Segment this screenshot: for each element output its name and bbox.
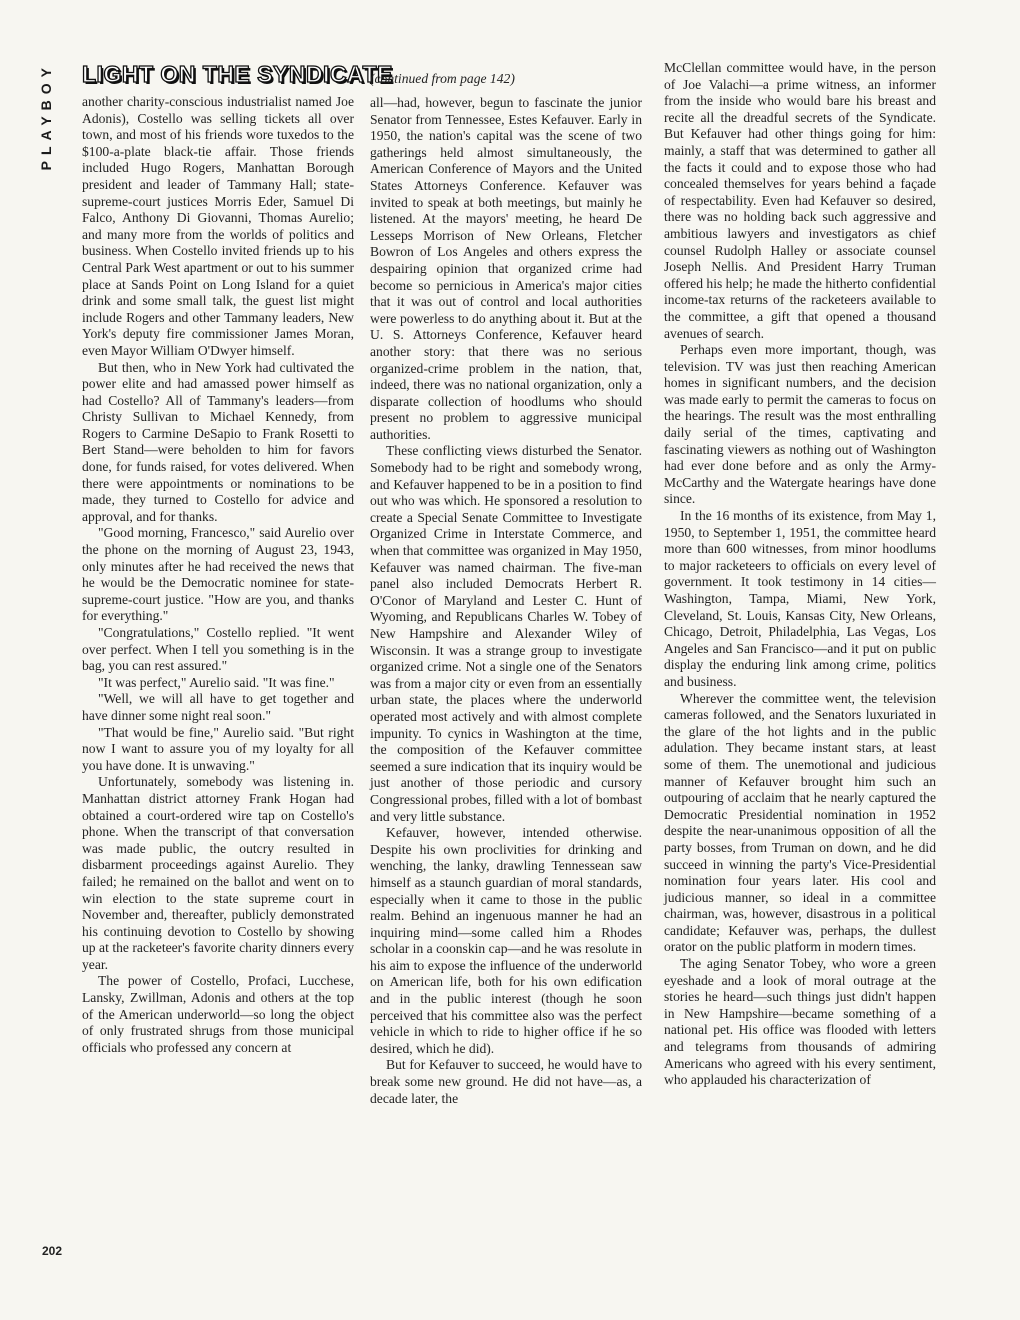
paragraph: These conflicting views disturbed the Senator. Somebody had to be right and somebody wrong, and Kefauver happened to be in a position to find out who was which. He sponsored a resolution to create a Special Senate Committee to Investigate Organized Crime in Interstate Commerce, and when that committee was organized in May 1950, Kefauver was named chairman. The five-man panel also included Democrats Herbert R. O'Conor of Maryland and Lester C. Hunt of Wyoming, and Republicans Charles W. Tobey of New Hampshire and Alexander Wiley of Wisconsin. It was a strange group to investigate organized crime. Not a single one of the Senators was from a major city or even from an essentially urban state, the places where the underworld operated most actively and with almost complete impunity. To cynics in Washington at the time, the composition of the Kefauver committee seemed a sure indication that its inquiry would be just another of those periodic and cursory Congressional probes, filled with a lot of bombast and very little substance.: [370, 443, 642, 824]
column-2-body: [370, 95, 642, 1107]
paragraph: Perhaps even more important, though, was television. TV was just then reaching American homes in significant numbers, and the decision was made early to permit the cameras to focus on the hearings. The result was the most enthralling daily serial of the times, captivating and fascinating viewers as nothing out of Washington had ever done before and as only the Army-McCarthy and the Watergate hearings have done since.: [664, 342, 936, 507]
paragraph: all—had, however, begun to fascinate the junior Senator from Tennessee, Estes Kefauver. Early in 1950, the nation's capital was the scene of two gatherings held almost simultaneously, the American Conference of Mayors and the United States Attorneys Conference. Kefauver was invited to speak at both meetings, but mainly he listened. At the mayors' meeting, he heard De Lesseps Morrison of New Orleans, Fletcher Bowron of Los Angeles and others express the despairing opinion that organized crime had become so pernicious in America's major cities that it was out of control and local authorities were powerless to do anything about it. But at the U. S. Attorneys Conference, Kefauver heard another story: that there was no serious organized-crime problem in the nation, that, indeed, there was no national organization, only a disparate collection of hoodlums who should present no problem to aggressive municipal authorities.: [370, 95, 642, 442]
paragraph: "It was perfect," Aurelio said. "It was fine.": [98, 674, 335, 690]
paragraph: "Congratulations," Costello replied. "It went over perfect. When I tell you something is in the bag, you can rest assured.": [82, 625, 354, 674]
paragraph: But then, who in New York had cultivated the power elite and had amassed power himself as had Costello? All of Tammany's leaders—from Christy Sullivan to Michael Kennedy, from Rogers to Carmine DeSapio to Frank Rosetti to Bert Stand—were beholden to him for favors done, for funds raised, for votes delivered. When there were appointments or nominations to be made, they turned to Costello for advice and approval, and for thanks.: [82, 359, 354, 524]
article-column-3: [664, 60, 936, 1089]
paragraph: McClellan committee would have, in the person of Joe Valachi—a prime witness, an informer from the inside who would bare his breast and recite all the dreadful secrets of the Syndicate. But Kefauver had other things going for him: mainly, a staff that was determined to gather all the facts it could and to expose those who had concealed themselves for years behind a façade of respectability. Even had Kefauver so desired, there was no holding back such aggressive and ambitious lawyers and investigators as chief counsel Rudolph Halley or associate counsel Joseph Nellis. And President Harry Truman offered his help; he made the hitherto confidential income-tax returns of the racketeers available to the committee, a gift that opened a thousand avenues of search.: [664, 60, 936, 341]
article-headline: LIGHT ON THE SYNDICATE: [82, 61, 393, 87]
paragraph: another charity-conscious industrialist named Joe Adonis), Costello was selling tickets all over town, and most of his friends wore tuxedos to the $100-a-plate black-tie affair. Those friends included Hugo Rogers, Manhattan Borough president and leader of Tammany Hall; state-supreme-court justices Morris Eder, Samuel Di Falco, Anthony Di Giovanni, Thomas Aurelio; and many more from the worlds of politics and business. When Costello invited friends up to his Central Park West apartment or out to his summer place at Sands Point on Long Island for a quiet drink and some small talk, the guest list might include Rogers and other Tammany leaders, New York's deputy fire commissioner James Moran, even Mayor William O'Dwyer himself.: [82, 94, 354, 358]
paragraph: The aging Senator Tobey, who wore a green eyeshade and a look of moral outrage at the stories he heard—such things just didn't happen in New Hampshire—became something of a national pet. His office was flooded with letters and telegrams from thousands of admiring Americans who agreed with his every sentiment, who applauded his characterization of: [664, 956, 936, 1088]
magazine-name-vertical: PLAYBOY: [38, 62, 54, 171]
article-column-1: [82, 60, 393, 1056]
paragraph: Kefauver, however, intended otherwise. Despite his own proclivities for drinking and wenching, the lanky, drawling Tennessean saw himself as a staunch guardian of moral standards, especially when it came to those in the public realm. Behind an ingenuous manner he had an inquiring mind—some called him a Rhodes scholar in a coonskin cap—and he was resolute in his aim to expose the influence of the underworld on American life, both for his own edification and in the public interest (though he soon perceived that his committee also was the perfect vehicle in which to ride to higher office if he so desired, which he did).: [370, 825, 642, 1056]
paragraph: "That would be fine," Aurelio said. "But right now I want to assure you of my loyalty for all you have done. It is unwaving.": [82, 724, 354, 773]
column-1-body: [82, 94, 354, 1056]
continued-note: (continued from page 142): [370, 71, 515, 86]
paragraph: Wherever the committee went, the television cameras followed, and the Senators luxuriated in the glare of the hot lights and in the public adulation. They became instant stars, at least some of them. The unemotional and judicious manner of Kefauver brought him such an outpouring of acclaim that he nearly captured the Democratic Presidential nomination in 1952 despite the near-unanimous opposition of all the party bosses, from Truman on down, and he did succeed in winning the party's Vice-Presidential nomination four years later. His cool and judicious manner, so ideal in a committee chairman, was, however, disastrous in a political candidate; Kefauver was, perhaps, the dullest orator on the public platform in modern times.: [664, 690, 936, 955]
paragraph: In the 16 months of its existence, from May 1, 1950, to September 1, 1951, the committee heard more than 600 witnesses, from minor hoodlums to major racketeers to officials on every level of government. It took testimony in 14 cities—Washington, Tampa, Miami, New York, Cleveland, St. Louis, Kansas City, New Orleans, Chicago, Detroit, Philadelphia, Las Vegas, Los Angeles and San Francisco—and it put on public display the enduring link among crime, politics and business.: [664, 508, 936, 689]
article-column-2: [370, 60, 642, 1107]
paragraph: Unfortunately, somebody was listening in. Manhattan district attorney Frank Hogan had obtained a court-ordered wire tap on Costello's phone. When the transcript of that conversation was made public, the outcry resulted in disbarment proceedings against Aurelio. They failed; he remained on the ballot and went on to win election to the state supreme court in November and, thereafter, publicly demonstrated his continuing devotion to Costello by showing up at the racketeer's favorite charity dinners every year.: [82, 774, 354, 972]
paragraph: The power of Costello, Profaci, Lucchese, Lansky, Zwillman, Adonis and others at the top of the American underworld—so long the object of only frustrated shrugs from those municipal officials who professed any concern at: [82, 973, 354, 1055]
paragraph: "Well, we will all have to get together and have dinner some night real soon.": [82, 691, 354, 723]
column-3-body: [664, 60, 936, 1089]
paragraph: "Good morning, Francesco," said Aurelio over the phone on the morning of August 23, 1943, only minutes after he had received the news that he would be the Democratic nominee for state-supreme-court justice. "How are you, and thanks for everything.": [82, 525, 354, 624]
page-number: 202: [42, 1244, 63, 1258]
paragraph: But for Kefauver to succeed, he would have to break some new ground. He did not have—as, a decade later, the: [370, 1057, 642, 1106]
